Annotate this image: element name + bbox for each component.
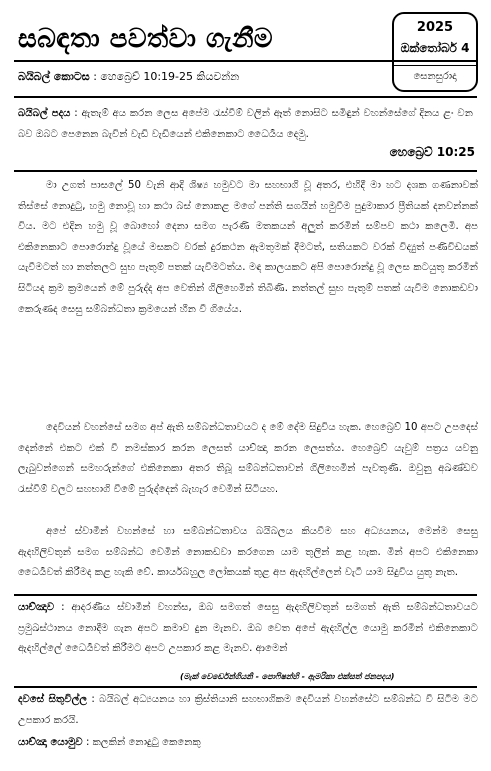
date-box <box>392 12 478 92</box>
bible-verse-reference: හෙබ්‍රෙව් 10:25 <box>389 145 475 159</box>
body-paragraph-3: අපේ ස්වාමීන් වහන්සේ හා සම්බන්ධතාවය බයිබලය කියවීම සහ අධ්‍යයනය, මෙන්ම සෙසු ඇදහිලිවතුන් සමග සම්බන්ධ වෙමින් නොකඩවා කරගෙන යාම තුලින් කළ හැක. මින් අපට එකිනෙකා ධෛර්‍යවත් කිරීමද කළ හැකි වේ. කාර්යබහුල ලෝකයක් තුළ අප ඇදහිල්ලෙන් වැටී යාම සිදුවිය යුතු නැත. <box>18 526 478 579</box>
date-year: 2025 <box>416 20 454 35</box>
body-paragraph-1: මා උගත් පාසලේ 50 වැනි ආදි ශිෂ්‍ය හමුවට මා සහභාගි වූ අතර, එහිදී මා හට දශක ගණනාවක් තිස්සේ නොදුටු, හමු නොවූ හා කථා බස් නොකළ මගේ පන්ති සගයින් හමුවීම පුදුමාකාර ප්‍රීතියක් දනවන්නක් විය. මට එදින හමු වූ බොහෝ දෙනා සමග පැරණි මතකයන් අලුත් කරමින් සම්පව කථා කලෙමි. අප එකිනෙකාට පොරොන්දු වූයේ මසකට වරක් දුරකථන ඇමතුමක් දීමටත්, සතියකට වරක් විද්‍යුත් පණිවිඩයක් යැවීමටත් හා නත්තලට සුභ පැතුම් පතක් යැවීමටත්ය. මඳ කාලයකට අපි පොරොන්දු වූ ලෙස කටයුතු කරමින් සිටියද ක්‍රම ක්‍රමයෙන් මේ පුරුද්ද අප වෙතින් ගිලිහෙමින් තිබිණි. නත්තල් සුභ පැතුම් පතක් යැවීම නොකඩවා කෙරුණද සෙසු සම්බන්ධතා ක්‍රමයෙන් හීන වී ගියේය. <box>18 180 478 315</box>
bible-reading <box>18 70 239 84</box>
thought-for-today <box>18 690 478 731</box>
prayer-focus-text: : කලකින් නොදුටු කෙනෙකු <box>85 737 201 748</box>
date-month-day: ඔක්තෝබර් 4 <box>400 41 470 55</box>
verse-divider <box>14 170 477 172</box>
prayer-focus <box>18 733 478 754</box>
reading-divider <box>14 96 477 98</box>
bible-verse <box>18 104 473 145</box>
prayer-divider <box>14 686 477 688</box>
prayer-label: යාච්ඤාව <box>18 602 55 613</box>
prayer <box>18 598 478 660</box>
bible-reading-text: : හෙබ්‍රෙව් 10:19-25 කියවන්න <box>93 70 240 83</box>
prayer-text: : ආදරණීය ස්වාමීන් වහන්ස, ඔබ සමගත් සෙසු ඇදහිලිවතුන් සමගත් ඇති සම්බන්ධතාවයට ප්‍රමුඛස්ථානය නොදීම ගැන අපට කමාව දුන මැනව. ඔබ වෙත අපේ ඇදහිල්ල යොමු කරමින් එකිනෙකාට ඇදහිල්ලේ ධෛර්‍යවත් කිරීමට අපට උපකාර කළ මැනව. ආමෙන් <box>18 602 478 655</box>
body-divider <box>14 594 477 596</box>
date-divider <box>394 65 476 66</box>
thought-text: : බයිබල් අධ්‍යයනය හා ක්‍රිස්තියානි සහභාගිකම දෙවියන් වහන්සේට සම්බන්ධ වී සිටීම මට උපකාර කරයි. <box>18 694 478 726</box>
page-title: සබඳතා පවත්වා ගැනීම <box>18 24 274 54</box>
bible-reading-label: බයිබල් කොටස <box>18 70 90 83</box>
bible-verse-text: : ඇතැම් අය කරන ලෙස අපේම රැස්වීම් වලින් ඈත් නොසිට සමිඳුන් වහන්සේගේ දිනය ළං වන බව ඔබට පෙනෙන බැවින් වැඩි වැඩියෙන් එකිනෙකාට ධෛර්‍යය දෙමු. <box>18 108 474 140</box>
thought-label: දවසේ සිතුවිල්ල <box>18 694 88 705</box>
bible-verse-label: බයිබල් පදය <box>18 108 71 119</box>
date-weekday: සෙනසුරාදා <box>413 71 457 82</box>
body-paragraph-2: දෙවියන් වහන්සේ සමග අප් ඇති සම්බන්ධතාවයට ද මේ දේම සිදුවිය හැක. හෙබ්‍රෙව් 10 අපට උපදෙස් දෙන්නේ එකට එක් වී නමස්කාර කරන ලෙසත් යාච්ඤා කරන ලෙසත්ය. හෙබ්‍රෙව් යැවුම් පත්‍රය යවනු ලැබුවන්ගෙන් සමහරුන්ගේ එකිනෙකා අතර තිබූ සම්බන්ධතාවන් ගිලිහෙමින් පැවතුණි. ඔවුනු අඛණ්ඩව රැස්වීම් වලට සහභාගි වීමේ පුරුද්දෙන් බැහැර වෙමින් සිටියහ. <box>18 422 478 495</box>
prayer-focus-label: යාච්ඤා යොමුව <box>18 737 83 748</box>
title-divider <box>14 60 477 62</box>
author-attribution: (මැක් වෙර්ඩෙන්ගියනි - පොෆිෂන්හි - ඇමරිකා එක්සත් ජනපදය) <box>180 672 395 681</box>
